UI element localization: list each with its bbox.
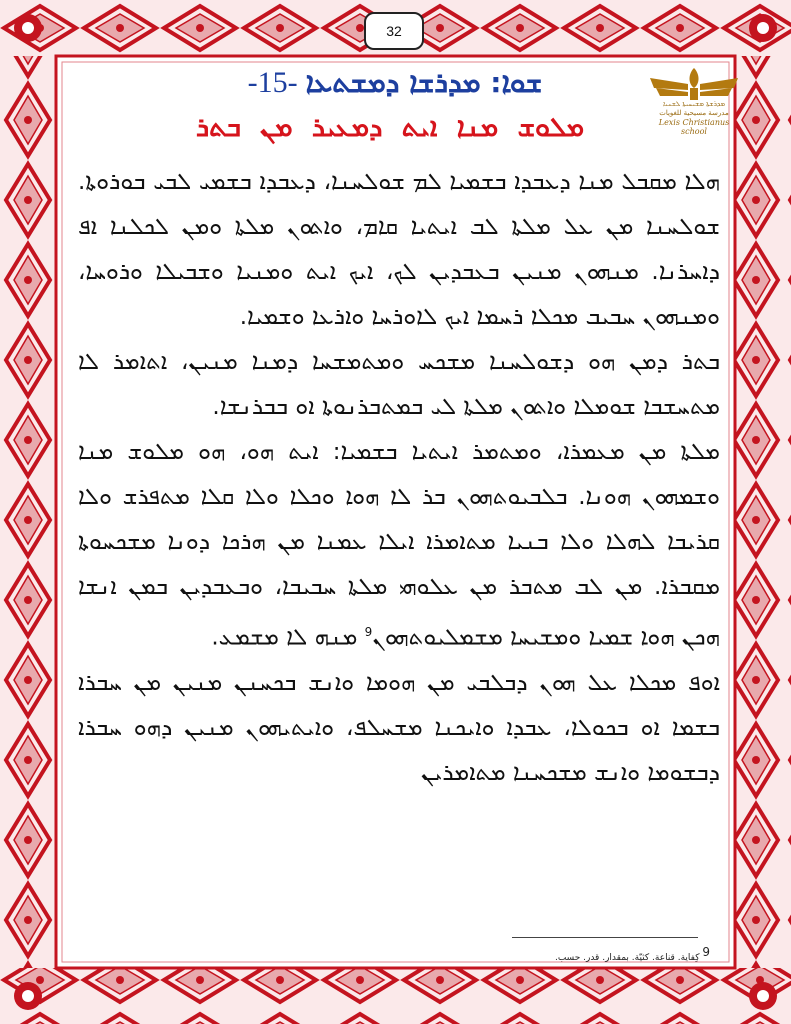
paragraph-2: ܒܬܪ ܕܡܢ ܗܘ ܕܫܘܠܚܢܐ ܡܫܟܚ ܘܡܬܡܫܚܐ ܕܡܢܐ ܡܢܝܢ، ܐܬܐܡܪ ܠܐ ܡܬܚܫܒܐ ܫܘܡܠܐ ܘܐܬܘܢ ܡܠܬܐ ܠܝ ܒܡܬܒܪܢܘܬܐ ܐܘ ܒܒܪܢܫܐ. [78,349,720,420]
lesson-title: ܫܘܐ: ܡܕܪܫܐ ܕܡܫܬܥܐ [305,66,543,99]
lesson-body [78,160,720,796]
lesson-subtitle: ܡܠܘܫ ܡܢܐ ܐܝܬ ܕܡܥܝܪ ܡܢ ܒܬܪ [195,112,585,143]
lesson-number: -15- [247,66,298,99]
paragraph-3 [78,430,720,661]
page-number: 32 [364,12,424,50]
paragraph-3-text: ܡܠܬܐ ܡܢ ܡܥܡܪܐ، ܘܡܬܡܪ ܐܝܬܝܐ ܒܫܡܝܐ: ܐܝܬ ܗܘ، ܗܘ ܡܠܘܫ ܡܢܐ ܘܫܡܗܘܢ ܗܘܢܐ. ܒܠܒܝܘܬܗܘܢ ܒܪ ܠܐ ܗܘܐ ܘܟܠܐ ܘܠܐ ܩܠܐ ܡܬܦܪܫ ܘܠܐ ܩܪܝܒܐ ܠܗܠܐ ܘܠܐ ܒܢܝܐ ܡܬܐܡܪܐ ܐܝܠܐ ܥܡܢܐ ܡܢ ܗܪܟܐ ܕܘܢܐ ܡܫܟܚܘܬܐ ܡܩܒܪܐ. ܡܢ ܠܒ ܡܬܒܪ ܡܢ ܥܠܘܗܝ ܡܠܬܐ ܚܒܝܒܐ، ܘܒܥܒܕܝܢ ܒܡܢ ܐܢܫܐ ܗܟܢ ܗܘܐ ܫܡܝܐ ܘܡܫܝܚܐ ܡܫܡܠܝܘܬܗܘܢ [78,439,720,651]
paragraph-4: ܐܘܦ ܡܟܠܐ ܥܠ ܗܘܢ ܕܒܠܒܝ ܡܢ ܗܘܡܐ ܘܐܢܫ ܒܟܚܢܢ ܡܢܝܢ ܡܢ ܚܒܪܐ ܒܫܡܐ ܐܘ ܒܟܘܠܐ، ܥܒܕܐ ܘܐܝܟܢܐ ܡܫܚܠܦ، ܘܐܝܬܝܗܘܢ ܡܢܝܢ ܕܗܘ ܚܒܪܐ ܕܒܫܘܡܐ ܘܐܢܫ ܡܫܟܚܢܐ ܡܬܐܡܪܝܢ [78,669,720,786]
footnote-text: كِفاية. قناعة. كثيّة. بمقدار. قدر. حسب. [554,953,700,963]
footnote [470,945,710,963]
logo-name-line1: ܡܕܪܫܬܐ ܡܫܝܚܝܬܐ ܠܫܢܝܐ [662,100,726,108]
logo-name-line2: مدرسة مسيحية للغويات [659,109,729,117]
paragraph-3-tail: ܡܢܗ ܠܐ ܡܫܡܥ. [211,624,358,651]
school-logo-english: Lexis Christianus school [658,118,730,136]
lesson-heading [200,66,590,100]
footnote-number: 9 [702,945,710,959]
paragraph-1: ܗܠܐ ܡܩܒܠ ܡܢܐ ܕܥܒܕܐ ܒܫܡܝܐ ܠܡ ܫܘܠܚܢܐ، ܕܥܒܕܐ ܒܫܡܝ ܠܒܝ ܒܘܪܘܬܐ. ܫܘܠܚܢܐ ܡܢ ܥܠ ܡܠܬܐ ܠܒ ܐܝܬܝܐ ܩܐܡ، ܘܐܬܘܢ ܡܠܬܐ ܘܡܢ ܠܟܠܢܐ ܐܦ ܕܐܚܪܢܐ. ܡܢܗܘܢ ܡܢܝܢ ܒܥܒܕܝܢ ܠܟ، ܐܝܟ ܐܝܬ ܘܡܢܝܐ ܘܫܒܝܠܐ ܘܪܘܚܐ، ܘܡܢܗܘܢ ܚܒܝܒ ܡܟܠܐ ܪܚܡܐ ܐܝܟ ܠܐܘܪܚܐ ܘܐܪܥܐ ܘܫܡܝܐ. [78,169,720,330]
footnote-divider [512,937,698,938]
footnote-reference: 9 [364,625,373,639]
school-logo-name [648,100,740,118]
